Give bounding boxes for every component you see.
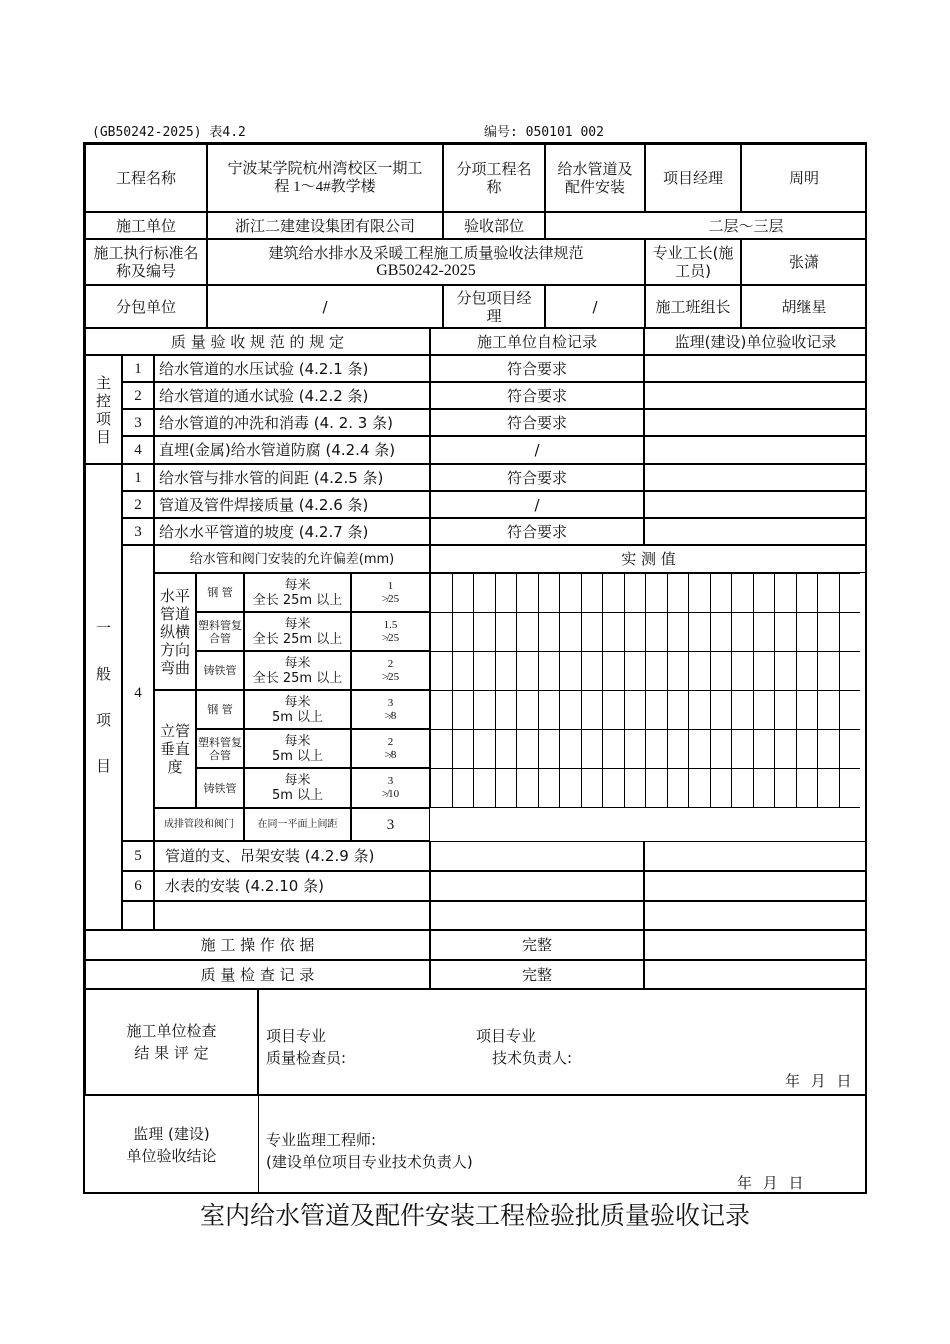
acceptance-part-label: 验收部位 (443, 212, 545, 239)
row-valve-label: 成排管段和阀门 (154, 808, 244, 841)
blank-cell (644, 901, 867, 930)
pipe-type: 铸铁管 (196, 651, 244, 690)
deviation-condition (244, 690, 351, 729)
condition-per-meter: 每米 (284, 773, 311, 788)
allowed-deviation (351, 690, 430, 729)
deviation-value: 1.5 (383, 618, 398, 631)
inspection-form (83, 142, 867, 1194)
technical-lead (476, 1025, 572, 1069)
record-code: 编号: 050101 002 (484, 125, 604, 140)
general-item-supervision (644, 464, 867, 491)
allowed-deviation (351, 612, 430, 651)
main-item-no: 2 (122, 382, 154, 409)
tech-lead-line-1: 项目专业 (476, 1027, 537, 1045)
allowed-deviation (351, 573, 430, 612)
main-item-result: 符合要求 (430, 382, 644, 409)
main-item-text: 给水管道的水压试验 (4.2.1 条) (154, 355, 430, 382)
main-item-supervision (644, 355, 867, 382)
quality-inspector (266, 1025, 346, 1069)
quality-record-supervision (644, 960, 867, 989)
main-item-supervision (644, 382, 867, 409)
supervision-column-header: 监理(建设)单位验收记录 (644, 328, 867, 355)
main-item-supervision (644, 409, 867, 436)
deviation-item-no: 4 (122, 545, 154, 841)
condition-per-meter: 每米 (284, 577, 311, 593)
team-leader-label: 施工班组长 (645, 285, 741, 328)
project-name-label: 工程名称 (85, 144, 207, 212)
condition-length: 5m 以上 (271, 709, 324, 725)
general-item-supervision (644, 871, 867, 901)
allowed-deviation (351, 651, 430, 690)
sub-project-label: 分项工程名称 (443, 144, 545, 212)
divider (258, 1095, 259, 1194)
general-item-supervision (644, 491, 867, 518)
general-item-no: 1 (122, 464, 154, 491)
deviation-limit: ≯25 (381, 631, 400, 644)
operation-basis-supervision (644, 930, 867, 960)
row-valve-value: 3 (351, 808, 430, 841)
spec-column-header: 质 量 验 收 规 范 的 规 定 (85, 328, 430, 355)
pipe-type: 钢 管 (196, 690, 244, 729)
deviation-value: 3 (387, 775, 394, 787)
general-item-text: 管道及管件焊接质量 (4.2.6 条) (154, 491, 430, 518)
measured-value-grid (430, 573, 860, 841)
general-item-result (430, 841, 644, 871)
general-item-text: 给水水平管道的坡度 (4.2.7 条) (154, 518, 430, 545)
project-manager-value: 周明 (741, 144, 867, 212)
main-item-result: 符合要求 (430, 409, 644, 436)
inspection-label-2: 结 果 评 定 (134, 1044, 209, 1062)
main-item-text: 给水管道的冲洗和消毒 (4. 2. 3 条) (154, 409, 430, 436)
general-item-text: 给水管与排水管的间距 (4.2.5 条) (154, 464, 430, 491)
deviation-value: 2 (387, 735, 394, 748)
deviation-value: 1 (387, 579, 394, 592)
sub-project-value: 给水管道及配件安装 (545, 144, 645, 212)
standard-name: 建筑给水排水及采暖工程施工质量验收法律规范 (268, 244, 584, 262)
horizontal-pipe-label: 水平管道纵横方向弯曲 (154, 573, 196, 690)
measured-values-header: 实 测 值 (430, 545, 867, 573)
supervision-label (85, 1095, 258, 1194)
deviation-value: 3 (387, 696, 394, 709)
standard-value (207, 239, 645, 285)
standard-label: 施工执行标准名称及编号 (85, 239, 207, 285)
main-item-no: 1 (122, 355, 154, 382)
supervision-engineer (266, 1129, 473, 1173)
pipe-type: 钢 管 (196, 573, 244, 612)
standard-number: GB50242-2025 (376, 262, 476, 279)
standard-ref: (GB50242-2025) 表4.2 (92, 125, 246, 140)
main-item-supervision (644, 436, 867, 464)
general-item-text: 管道的支、吊架安装 (4.2.9 条) (154, 841, 430, 871)
condition-length: 5m 以上 (271, 788, 324, 803)
allowed-deviation (351, 729, 430, 768)
blank-cell (430, 901, 644, 930)
condition-length: 全长 25m 以上 (252, 592, 343, 608)
supervision-label-1: 监理 (建设) (133, 1124, 210, 1143)
pipe-type: 塑料管复合管 (196, 729, 244, 768)
condition-per-meter: 每米 (284, 655, 311, 671)
inspector-line-1: 项目专业 (266, 1027, 327, 1045)
supervision-label-2: 单位验收结论 (126, 1146, 217, 1165)
inspection-result-label (85, 989, 258, 1095)
deviation-limit: ≯10 (381, 788, 400, 800)
form-title: 室内给水管道及配件安装工程检验批质量验收记录 (199, 1201, 750, 1230)
supervisor-line-2: (建设单位项目专业技术负责人) (266, 1153, 473, 1171)
subcontractor-value: / (207, 285, 443, 328)
project-manager-label: 项目经理 (645, 144, 741, 212)
deviation-condition (244, 651, 351, 690)
condition-length: 全长 25m 以上 (252, 670, 343, 686)
pipe-type: 铸铁管 (196, 768, 244, 808)
main-control-label: 主控项目 (85, 355, 122, 464)
main-item-no: 4 (122, 436, 154, 464)
condition-per-meter: 每米 (284, 694, 311, 710)
blank-cell (122, 901, 154, 930)
deviation-condition (244, 573, 351, 612)
main-item-text: 直埋(金属)给水管道防腐 (4.2.4 条) (154, 436, 430, 464)
divider (85, 1095, 867, 1096)
supervisor-line-1: 专业监理工程师: (266, 1131, 377, 1149)
main-item-text: 给水管道的通水试验 (4.2.2 条) (154, 382, 430, 409)
foreman-label: 专业工长(施工员) (645, 239, 741, 285)
main-item-no: 3 (122, 409, 154, 436)
deviation-condition (244, 612, 351, 651)
deviation-condition (244, 729, 351, 768)
general-item-supervision (644, 518, 867, 545)
inspector-line-2: 质量检查员: (266, 1049, 347, 1067)
vertical-pipe-label: 立管垂直度 (154, 690, 196, 808)
general-item-result (430, 871, 644, 901)
condition-per-meter: 每米 (284, 733, 311, 749)
subcontractor-pm-label: 分包项目经理 (443, 285, 545, 328)
deviation-limit: ≯8 (384, 748, 397, 761)
construction-unit-value: 浙江二建建设集团有限公司 (207, 212, 443, 239)
supervision-date: 年 月 日 (737, 1174, 804, 1192)
quality-record-value: 完整 (430, 960, 644, 989)
condition-length: 5m 以上 (271, 748, 324, 764)
quality-record-label: 质 量 检 查 记 录 (85, 960, 430, 989)
operation-basis-label: 施 工 操 作 依 据 (85, 930, 430, 960)
general-item-result: 符合要求 (430, 464, 644, 491)
deviation-limit: ≯8 (384, 709, 397, 722)
project-name-value: 宁波某学院杭州湾校区一期工程 1～4#教学楼 (207, 144, 443, 212)
main-item-result: 符合要求 (430, 355, 644, 382)
acceptance-part-value: 二层～三层 (545, 212, 867, 239)
deviation-limit: ≯25 (381, 592, 400, 605)
condition-length: 全长 25m 以上 (252, 631, 343, 647)
self-check-column-header: 施工单位自检记录 (430, 328, 644, 355)
condition-per-meter: 每米 (284, 616, 311, 632)
operation-basis-value: 完整 (430, 930, 644, 960)
general-items-label: 一般项目 (85, 464, 122, 930)
general-item-text: 水表的安装 (4.2.10 条) (154, 871, 430, 901)
general-item-no: 6 (122, 871, 154, 901)
row-valve-condition: 在同一平面上间距 (244, 808, 351, 841)
blank-cell (154, 901, 430, 930)
tech-lead-line-2: 技术负责人: (492, 1049, 573, 1067)
general-item-result: / (430, 491, 644, 518)
general-item-no: 2 (122, 491, 154, 518)
general-item-result: 符合要求 (430, 518, 644, 545)
subcontractor-label: 分包单位 (85, 285, 207, 328)
general-item-supervision (644, 841, 867, 871)
deviation-title: 给水管和阀门安装的允许偏差(mm) (154, 545, 430, 573)
allowed-deviation (351, 768, 430, 808)
subcontractor-pm-value: / (545, 285, 645, 328)
foreman-value: 张潇 (741, 239, 867, 285)
deviation-condition (244, 768, 351, 808)
construction-unit-label: 施工单位 (85, 212, 207, 239)
main-item-result: / (430, 436, 644, 464)
deviation-limit: ≯25 (381, 670, 400, 683)
inspection-label-1: 施工单位检查 (126, 1022, 217, 1040)
deviation-value: 2 (387, 657, 394, 670)
team-leader-value: 胡继星 (741, 285, 867, 328)
general-item-no: 3 (122, 518, 154, 545)
general-item-no: 5 (122, 841, 154, 871)
inspection-date: 年 月 日 (785, 1072, 852, 1090)
pipe-type: 塑料管复合管 (196, 612, 244, 651)
